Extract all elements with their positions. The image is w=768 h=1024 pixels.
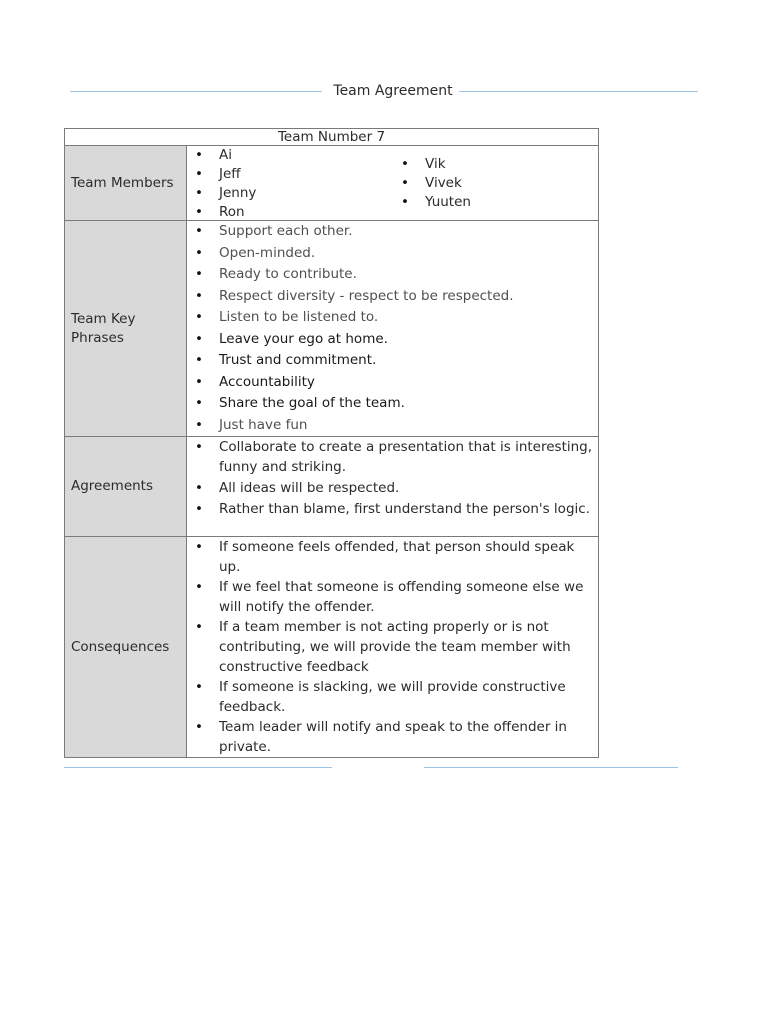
list-item: • Leave your ego at home. — [187, 329, 598, 351]
team-agreement-table — [64, 128, 599, 758]
list-item: • Support each other. — [187, 221, 598, 243]
document-header — [70, 82, 698, 102]
list-item: • Team leader will notify and speak to the offender in private. — [187, 717, 598, 757]
table-row-agreements — [65, 437, 599, 537]
list-item: • Yuuten — [393, 193, 471, 212]
table-header-row — [65, 129, 599, 146]
list-item: • Listen to be listened to. — [187, 307, 598, 329]
row-label-agreements: Agreements — [65, 437, 187, 537]
header-rule-right — [459, 91, 698, 92]
members-list-b — [393, 155, 471, 212]
signature-line-left — [64, 767, 332, 768]
list-item: • Just have fun — [187, 415, 598, 437]
header-rule-left — [70, 91, 322, 92]
consequences-cell — [187, 537, 599, 758]
key-phrases-cell — [187, 221, 599, 437]
list-item: • Ron — [187, 203, 393, 222]
list-item: • Accountability — [187, 372, 598, 394]
list-item: • Trust and commitment. — [187, 350, 598, 372]
list-item: • Rather than blame, first understand the person's logic. — [187, 499, 598, 519]
page-title: Team Agreement — [333, 83, 453, 99]
key-phrases-list — [187, 221, 598, 436]
list-item: • All ideas will be respected. — [187, 478, 598, 498]
agreements-cell — [187, 437, 599, 537]
list-item: • Jeff — [187, 165, 393, 184]
table-row-consequences — [65, 537, 599, 758]
list-item: • If someone feels offended, that person should speak up. — [187, 537, 598, 577]
members-column-a — [187, 146, 393, 220]
members-cell — [187, 146, 599, 221]
members-column-b — [393, 146, 471, 220]
list-item: • If a team member is not acting properly or is not contributing, we will provide the team member with constructive feedback — [187, 617, 598, 677]
list-item: • Ai — [187, 146, 393, 165]
list-item: • If we feel that someone is offending someone else we will notify the offender. — [187, 577, 598, 617]
list-item: • Collaborate to create a presentation that is interesting, funny and striking. — [187, 437, 598, 477]
table-row-key-phrases — [65, 221, 599, 437]
members-list-a — [187, 146, 393, 222]
list-item: • Open-minded. — [187, 243, 598, 265]
list-item: • Vivek — [393, 174, 471, 193]
list-item: • Share the goal of the team. — [187, 393, 598, 415]
list-item: • Vik — [393, 155, 471, 174]
team-number-header: Team Number 7 — [65, 129, 599, 146]
members-list-wrap — [187, 146, 594, 220]
row-label-key-phrases — [65, 221, 187, 437]
consequences-list — [187, 537, 598, 757]
list-item: • If someone is slacking, we will provide constructive feedback. — [187, 677, 598, 717]
row-label-key-phrases-text: Team Key Phrases — [71, 310, 136, 346]
table-row-members — [65, 146, 599, 221]
list-item: • Ready to contribute. — [187, 264, 598, 286]
list-item: • Jenny — [187, 184, 393, 203]
agreements-list — [187, 437, 598, 519]
signature-line-right — [424, 767, 678, 768]
row-label-consequences: Consequences — [65, 537, 187, 758]
list-item: • Respect diversity - respect to be respected. — [187, 286, 598, 308]
row-label-members: Team Members — [65, 146, 187, 221]
